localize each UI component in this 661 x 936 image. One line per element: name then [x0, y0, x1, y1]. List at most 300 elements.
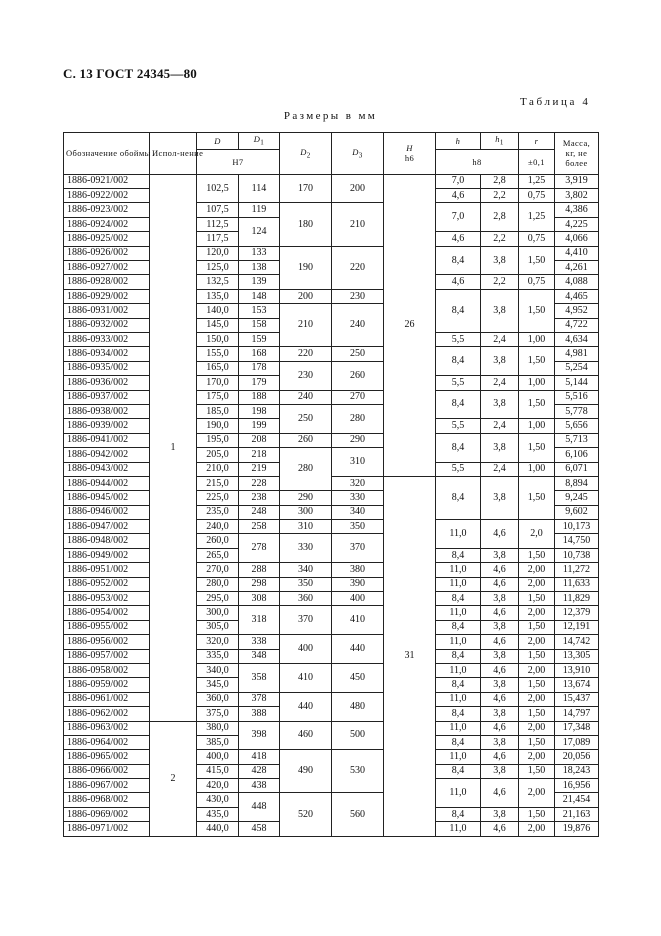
cell-r: 1,00: [519, 376, 555, 390]
cell-D2: 240: [280, 390, 332, 404]
cell-h1: 3,8: [481, 548, 519, 562]
cell-h: 5,5: [436, 376, 481, 390]
cell-r: 1,50: [519, 764, 555, 778]
cell-h: 8,4: [436, 807, 481, 821]
cell-mass: 8,894: [555, 476, 599, 490]
cell-r: 1,50: [519, 548, 555, 562]
cell-mass: 21,454: [555, 793, 599, 807]
cell-D: 280,0: [197, 577, 239, 591]
cell-mass: 13,305: [555, 649, 599, 663]
cell-designation: 1886-0959/002: [64, 678, 150, 692]
cell-mass: 14,742: [555, 635, 599, 649]
cell-h: 11,0: [436, 779, 481, 808]
cell-D1: 188: [239, 390, 280, 404]
cell-mass: 19,876: [555, 822, 599, 836]
col-D2: [280, 133, 332, 175]
cell-D: 345,0: [197, 678, 239, 692]
col-h-text: h: [455, 135, 461, 146]
cell-D1: 288: [239, 563, 280, 577]
cell-D3: 440: [332, 635, 384, 664]
cell-D1: 139: [239, 275, 280, 289]
col-H: [384, 133, 436, 175]
cell-D: 135,0: [197, 289, 239, 303]
dimensions-table: [63, 132, 599, 837]
cell-mass: 5,144: [555, 376, 599, 390]
cell-D2: 190: [280, 246, 332, 289]
cell-D1: 318: [239, 606, 280, 635]
page-header: С. 13 ГОСТ 24345—80: [63, 66, 197, 81]
cell-designation: 1886-0965/002: [64, 750, 150, 764]
cell-D: 205,0: [197, 448, 239, 462]
cell-h: 11,0: [436, 692, 481, 706]
cell-r: 2,00: [519, 721, 555, 735]
cell-D: 270,0: [197, 563, 239, 577]
cell-designation: 1886-0926/002: [64, 246, 150, 260]
table-row: [64, 635, 599, 649]
col-mass: Масса, кг, не более: [555, 133, 599, 175]
cell-h: 11,0: [436, 822, 481, 836]
cell-D: 400,0: [197, 750, 239, 764]
cell-mass: 4,952: [555, 304, 599, 318]
table-row: [64, 289, 599, 303]
cell-h1: 3,8: [481, 347, 519, 376]
cell-D: 165,0: [197, 361, 239, 375]
cell-mass: 16,956: [555, 779, 599, 793]
cell-designation: 1886-0953/002: [64, 592, 150, 606]
cell-designation: 1886-0947/002: [64, 520, 150, 534]
cell-h1: 2,4: [481, 419, 519, 433]
cell-h: 7,0: [436, 203, 481, 232]
cell-mass: 12,379: [555, 606, 599, 620]
cell-mass: 15,437: [555, 692, 599, 706]
cell-mass: 4,465: [555, 289, 599, 303]
cell-designation: 1886-0921/002: [64, 174, 150, 188]
cell-mass: 10,738: [555, 548, 599, 562]
cell-D: 195,0: [197, 433, 239, 447]
cell-r: 1,25: [519, 203, 555, 232]
cell-D3: 200: [332, 174, 384, 203]
cell-D1: 138: [239, 261, 280, 275]
cell-h: 8,4: [436, 620, 481, 634]
cell-D3: 280: [332, 404, 384, 433]
cell-D1: 448: [239, 793, 280, 822]
cell-designation: 1886-0924/002: [64, 217, 150, 231]
cell-H: 31: [384, 476, 436, 836]
cell-D1: 428: [239, 764, 280, 778]
cell-h1: 2,2: [481, 232, 519, 246]
cell-r: 2,00: [519, 692, 555, 706]
col-h1-text: h: [495, 134, 500, 144]
cell-D: 360,0: [197, 692, 239, 706]
table-row: [64, 347, 599, 361]
cell-r: 1,00: [519, 419, 555, 433]
cell-h: 11,0: [436, 721, 481, 735]
cell-r: 1,50: [519, 592, 555, 606]
cell-designation: 1886-0936/002: [64, 376, 150, 390]
cell-version: 2: [150, 721, 197, 836]
cell-D2: 290: [280, 491, 332, 505]
cell-D: 415,0: [197, 764, 239, 778]
cell-r: 1,50: [519, 807, 555, 821]
cell-D2: 210: [280, 304, 332, 347]
cell-designation: 1886-0945/002: [64, 491, 150, 505]
cell-D: 420,0: [197, 779, 239, 793]
cell-designation: 1886-0969/002: [64, 807, 150, 821]
cell-r: 2,00: [519, 635, 555, 649]
cell-D3: 380: [332, 563, 384, 577]
cell-h1: 3,8: [481, 246, 519, 275]
table-number: Таблица 4: [520, 96, 591, 108]
cell-D3: 210: [332, 203, 384, 246]
cell-D: 125,0: [197, 261, 239, 275]
cell-h1: 3,8: [481, 678, 519, 692]
cell-h1: 2,4: [481, 332, 519, 346]
cell-h1: 4,6: [481, 563, 519, 577]
cell-r: 1,50: [519, 620, 555, 634]
cell-r: 1,50: [519, 246, 555, 275]
cell-r: 2,00: [519, 822, 555, 836]
cell-D1: 248: [239, 505, 280, 519]
cell-designation: 1886-0927/002: [64, 261, 150, 275]
cell-h: 4,6: [436, 189, 481, 203]
cell-designation: 1886-0933/002: [64, 332, 150, 346]
cell-designation: 1886-0958/002: [64, 663, 150, 677]
cell-designation: 1886-0925/002: [64, 232, 150, 246]
col-D2-sub: 2: [306, 151, 311, 160]
cell-designation: 1886-0971/002: [64, 822, 150, 836]
cell-D3: 250: [332, 347, 384, 361]
cell-designation: 1886-0938/002: [64, 404, 150, 418]
cell-D3: 350: [332, 520, 384, 534]
cell-designation: 1886-0946/002: [64, 505, 150, 519]
cell-designation: 1886-0951/002: [64, 563, 150, 577]
cell-D1: 168: [239, 347, 280, 361]
cell-designation: 1886-0966/002: [64, 764, 150, 778]
cell-designation: 1886-0963/002: [64, 721, 150, 735]
cell-D1: 348: [239, 649, 280, 663]
table-row: [64, 663, 599, 677]
cell-D1: 418: [239, 750, 280, 764]
cell-mass: 4,634: [555, 332, 599, 346]
cell-h: 8,4: [436, 390, 481, 419]
cell-designation: 1886-0955/002: [64, 620, 150, 634]
cell-D1: 219: [239, 462, 280, 476]
cell-D2: 300: [280, 505, 332, 519]
cell-D1: 208: [239, 433, 280, 447]
cell-designation: 1886-0939/002: [64, 419, 150, 433]
cell-mass: 6,106: [555, 448, 599, 462]
cell-D: 210,0: [197, 462, 239, 476]
cell-D3: 230: [332, 289, 384, 303]
cell-mass: 6,071: [555, 462, 599, 476]
cell-h: 7,0: [436, 174, 481, 188]
cell-h: 8,4: [436, 649, 481, 663]
cell-designation: 1886-0949/002: [64, 548, 150, 562]
cell-mass: 3,802: [555, 189, 599, 203]
cell-r: 2,00: [519, 750, 555, 764]
cell-r: 1,00: [519, 462, 555, 476]
cell-D1: 378: [239, 692, 280, 706]
cell-version: 1: [150, 174, 197, 721]
cell-h: 8,4: [436, 678, 481, 692]
cell-D: 170,0: [197, 376, 239, 390]
cell-D: 335,0: [197, 649, 239, 663]
cell-D3: 500: [332, 721, 384, 750]
cell-r: 2,0: [519, 520, 555, 549]
cell-designation: 1886-0961/002: [64, 692, 150, 706]
cell-h: 8,4: [436, 246, 481, 275]
cell-mass: 5,778: [555, 404, 599, 418]
cell-h: 8,4: [436, 289, 481, 332]
cell-r: 2,00: [519, 577, 555, 591]
cell-mass: 10,173: [555, 520, 599, 534]
col-D1-sub: 1: [260, 138, 265, 147]
cell-h: 5,5: [436, 462, 481, 476]
cell-D1: 159: [239, 332, 280, 346]
cell-D: 150,0: [197, 332, 239, 346]
table-row: [64, 476, 599, 490]
cell-D1: 338: [239, 635, 280, 649]
cell-mass: 21,163: [555, 807, 599, 821]
cell-D: 215,0: [197, 476, 239, 490]
cell-h1: 3,8: [481, 807, 519, 821]
cell-D: 132,5: [197, 275, 239, 289]
cell-mass: 14,750: [555, 534, 599, 548]
table-row: [64, 592, 599, 606]
cell-D2: 310: [280, 520, 332, 534]
col-D-tolerance: Н7: [197, 149, 280, 174]
cell-D3: 240: [332, 304, 384, 347]
cell-h: 11,0: [436, 577, 481, 591]
cell-D: 117,5: [197, 232, 239, 246]
cell-D1: 148: [239, 289, 280, 303]
cell-h: 8,4: [436, 433, 481, 462]
cell-D1: 238: [239, 491, 280, 505]
cell-r: 1,50: [519, 347, 555, 376]
cell-designation: 1886-0968/002: [64, 793, 150, 807]
cell-D: 235,0: [197, 505, 239, 519]
cell-mass: 9,245: [555, 491, 599, 505]
cell-mass: 11,272: [555, 563, 599, 577]
cell-h1: 4,6: [481, 520, 519, 549]
cell-D: 300,0: [197, 606, 239, 620]
col-r-tolerance: ±0,1: [519, 149, 555, 174]
cell-h1: 3,8: [481, 390, 519, 419]
cell-h1: 2,2: [481, 189, 519, 203]
cell-D: 155,0: [197, 347, 239, 361]
cell-mass: 11,829: [555, 592, 599, 606]
cell-mass: 4,410: [555, 246, 599, 260]
table-row: [64, 606, 599, 620]
cell-D1: 114: [239, 174, 280, 203]
cell-h: 4,6: [436, 232, 481, 246]
cell-D: 145,0: [197, 318, 239, 332]
cell-D: 295,0: [197, 592, 239, 606]
col-D-text: D: [214, 135, 221, 146]
cell-h: 8,4: [436, 347, 481, 376]
cell-h1: 4,6: [481, 692, 519, 706]
cell-D: 240,0: [197, 520, 239, 534]
cell-designation: 1886-0964/002: [64, 735, 150, 749]
cell-h: 11,0: [436, 520, 481, 549]
cell-mass: 4,261: [555, 261, 599, 275]
cell-h1: 2,4: [481, 376, 519, 390]
cell-D2: 170: [280, 174, 332, 203]
cell-h1: 3,8: [481, 433, 519, 462]
cell-designation: 1886-0935/002: [64, 361, 150, 375]
cell-D1: 388: [239, 707, 280, 721]
cell-mass: 13,910: [555, 663, 599, 677]
col-D3: [332, 133, 384, 175]
cell-D3: 310: [332, 448, 384, 477]
cell-D1: 458: [239, 822, 280, 836]
cell-D1: 119: [239, 203, 280, 217]
col-r-text: r: [534, 135, 539, 146]
cell-h: 11,0: [436, 606, 481, 620]
cell-h: 8,4: [436, 735, 481, 749]
cell-h1: 3,8: [481, 289, 519, 332]
cell-r: 1,50: [519, 707, 555, 721]
col-H-text: H: [406, 143, 413, 154]
cell-h: 8,4: [436, 548, 481, 562]
cell-designation: 1886-0922/002: [64, 189, 150, 203]
col-h: [436, 133, 481, 150]
cell-D1: 153: [239, 304, 280, 318]
cell-D1: 124: [239, 217, 280, 246]
table-row: [64, 433, 599, 447]
cell-D3: 320: [332, 476, 384, 490]
cell-r: 1,50: [519, 735, 555, 749]
cell-h: 5,5: [436, 419, 481, 433]
cell-D: 107,5: [197, 203, 239, 217]
cell-h: 11,0: [436, 635, 481, 649]
cell-mass: 11,633: [555, 577, 599, 591]
cell-h: 8,4: [436, 707, 481, 721]
cell-D3: 390: [332, 577, 384, 591]
cell-D2: 370: [280, 606, 332, 635]
cell-D3: 270: [332, 390, 384, 404]
cell-h1: 4,6: [481, 635, 519, 649]
col-D3-sub: 3: [358, 151, 363, 160]
cell-D: 102,5: [197, 174, 239, 203]
cell-h: 11,0: [436, 563, 481, 577]
table-row: [64, 390, 599, 404]
cell-designation: 1886-0952/002: [64, 577, 150, 591]
cell-mass: 4,981: [555, 347, 599, 361]
cell-D1: 308: [239, 592, 280, 606]
col-D1: [239, 133, 280, 150]
cell-h1: 2,4: [481, 462, 519, 476]
cell-mass: 4,386: [555, 203, 599, 217]
cell-D1: 218: [239, 448, 280, 462]
cell-D: 435,0: [197, 807, 239, 821]
cell-r: 2,00: [519, 779, 555, 808]
cell-D1: 278: [239, 534, 280, 563]
cell-r: 2,00: [519, 606, 555, 620]
cell-D2: 200: [280, 289, 332, 303]
cell-mass: 5,516: [555, 390, 599, 404]
cell-D3: 340: [332, 505, 384, 519]
cell-D: 380,0: [197, 721, 239, 735]
cell-r: 2,00: [519, 663, 555, 677]
cell-designation: 1886-0954/002: [64, 606, 150, 620]
cell-mass: 5,656: [555, 419, 599, 433]
cell-D: 385,0: [197, 735, 239, 749]
cell-D1: 198: [239, 404, 280, 418]
cell-D3: 400: [332, 592, 384, 606]
cell-D1: 438: [239, 779, 280, 793]
cell-D2: 220: [280, 347, 332, 361]
cell-r: 0,75: [519, 189, 555, 203]
cell-designation: 1886-0942/002: [64, 448, 150, 462]
cell-designation: 1886-0923/002: [64, 203, 150, 217]
cell-mass: 12,191: [555, 620, 599, 634]
cell-h1: 4,6: [481, 663, 519, 677]
cell-D1: 228: [239, 476, 280, 490]
cell-designation: 1886-0944/002: [64, 476, 150, 490]
cell-D: 175,0: [197, 390, 239, 404]
cell-D3: 560: [332, 793, 384, 836]
cell-h1: 4,6: [481, 606, 519, 620]
cell-D2: 460: [280, 721, 332, 750]
cell-D: 190,0: [197, 419, 239, 433]
table-row: [64, 692, 599, 706]
cell-h1: 4,6: [481, 721, 519, 735]
cell-h: 8,4: [436, 476, 481, 519]
cell-designation: 1886-0962/002: [64, 707, 150, 721]
cell-D1: 199: [239, 419, 280, 433]
cell-h: 8,4: [436, 592, 481, 606]
cell-D2: 340: [280, 563, 332, 577]
cell-D3: 330: [332, 491, 384, 505]
cell-designation: 1886-0934/002: [64, 347, 150, 361]
cell-D2: 230: [280, 361, 332, 390]
cell-r: 1,50: [519, 476, 555, 519]
cell-h: 4,6: [436, 275, 481, 289]
cell-D: 430,0: [197, 793, 239, 807]
cell-D2: 180: [280, 203, 332, 246]
cell-D: 185,0: [197, 404, 239, 418]
col-h1: [481, 133, 519, 150]
cell-designation: 1886-0937/002: [64, 390, 150, 404]
cell-h1: 4,6: [481, 577, 519, 591]
cell-designation: 1886-0932/002: [64, 318, 150, 332]
col-h-tolerance: h8: [436, 149, 519, 174]
cell-r: 1,50: [519, 649, 555, 663]
table-row: [64, 563, 599, 577]
cell-D1: 179: [239, 376, 280, 390]
cell-mass: 9,602: [555, 505, 599, 519]
cell-h1: 2,8: [481, 203, 519, 232]
cell-mass: 5,254: [555, 361, 599, 375]
cell-h1: 2,8: [481, 174, 519, 188]
cell-mass: 5,713: [555, 433, 599, 447]
cell-h1: 3,8: [481, 735, 519, 749]
cell-D: 225,0: [197, 491, 239, 505]
cell-D: 440,0: [197, 822, 239, 836]
cell-h1: 3,8: [481, 620, 519, 634]
col-r: [519, 133, 555, 150]
cell-h1: 2,2: [481, 275, 519, 289]
cell-mass: 17,089: [555, 735, 599, 749]
cell-D2: 250: [280, 404, 332, 433]
cell-D3: 450: [332, 663, 384, 692]
cell-D: 375,0: [197, 707, 239, 721]
cell-D: 265,0: [197, 548, 239, 562]
cell-r: 2,00: [519, 563, 555, 577]
cell-mass: 4,066: [555, 232, 599, 246]
cell-D2: 520: [280, 793, 332, 836]
